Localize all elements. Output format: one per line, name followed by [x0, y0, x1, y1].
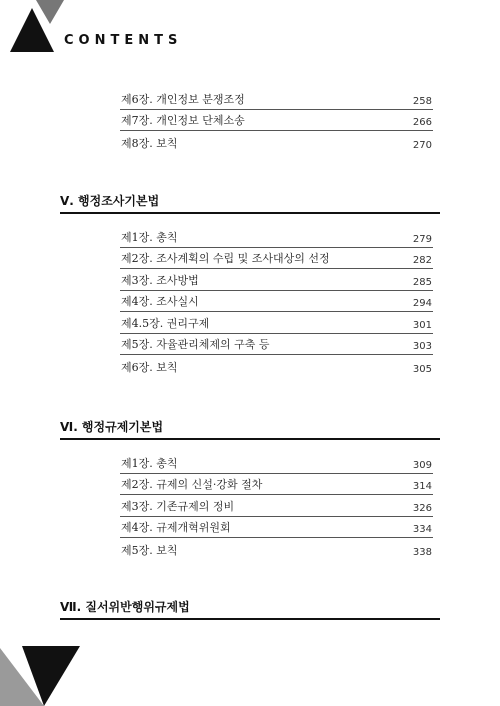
toc-label: 제2장. 조사계획의 수립 및 조사대상의 선정	[121, 252, 330, 265]
toc-label: 제7장. 개인정보 단체소송	[121, 114, 245, 127]
toc-row[interactable]	[120, 110, 433, 132]
toc-label: 제1장. 총칙	[121, 230, 178, 244]
toc-page-number: 279	[412, 233, 432, 245]
toc-row[interactable]	[120, 334, 433, 356]
toc-row[interactable]	[120, 226, 433, 248]
toc-row[interactable]	[120, 452, 433, 474]
toc-label: 제6장. 보칙	[121, 360, 178, 374]
toc-page-number: 334	[412, 524, 432, 535]
toc-list-continued	[120, 88, 433, 153]
toc-page-number: 266	[412, 117, 432, 128]
footer-triangle-decoration	[0, 636, 90, 706]
toc-label: 제5장. 자율관리체제의 구축 등	[121, 338, 270, 351]
toc-page-number: 314	[412, 481, 432, 492]
toc-list-section-vi	[120, 452, 433, 560]
toc-row[interactable]	[120, 538, 433, 560]
toc-label: 제8장. 보칙	[121, 136, 178, 150]
toc-label: 제3장. 기존규제의 정비	[121, 499, 235, 513]
section-heading-vii[interactable]: Ⅶ. 질서위반행위규제법	[60, 598, 440, 620]
toc-row[interactable]	[120, 495, 433, 517]
toc-label: 제6장. 개인정보 분쟁조정	[121, 92, 245, 106]
toc-label: 제5장. 보칙	[121, 543, 178, 557]
toc-page-number: 301	[412, 319, 432, 331]
toc-page-number: 303	[412, 341, 432, 352]
toc-row[interactable]	[120, 517, 433, 539]
toc-row[interactable]	[120, 474, 433, 496]
toc-label: 제3장. 조사방법	[121, 273, 199, 287]
toc-page-number: 285	[412, 276, 432, 288]
section-heading-v[interactable]: Ⅴ. 행정조사기본법	[60, 192, 440, 214]
toc-page-number: 270	[412, 139, 432, 151]
header-triangle-decoration	[0, 0, 80, 60]
toc-page-number: 294	[412, 298, 432, 309]
toc-page-number: 326	[412, 502, 432, 514]
section-heading-vi[interactable]: Ⅵ. 행정규제기본법	[60, 418, 440, 440]
toc-row[interactable]	[120, 291, 433, 313]
toc-page-number: 258	[412, 95, 432, 107]
toc-page-number: 338	[412, 546, 432, 558]
toc-label: 제4장. 조사실시	[121, 295, 199, 308]
toc-page-number: 309	[412, 459, 432, 471]
toc-label: 제1장. 총칙	[121, 456, 178, 470]
toc-row[interactable]	[120, 312, 433, 334]
toc-page-number: 305	[412, 363, 432, 375]
toc-row[interactable]	[120, 131, 433, 153]
toc-row[interactable]	[120, 355, 433, 377]
toc-row[interactable]	[120, 88, 433, 110]
toc-label: 제2장. 규제의 신설·강화 절차	[121, 478, 263, 491]
toc-page-number: 282	[412, 255, 432, 266]
toc-row[interactable]	[120, 269, 433, 291]
toc-list-section-v	[120, 226, 433, 377]
toc-row[interactable]	[120, 248, 433, 270]
toc-label: 제4장. 규제개혁위원회	[121, 521, 231, 534]
toc-label: 제4.5장. 권리구제	[121, 316, 210, 330]
contents-title: CONTENTS	[64, 33, 183, 48]
